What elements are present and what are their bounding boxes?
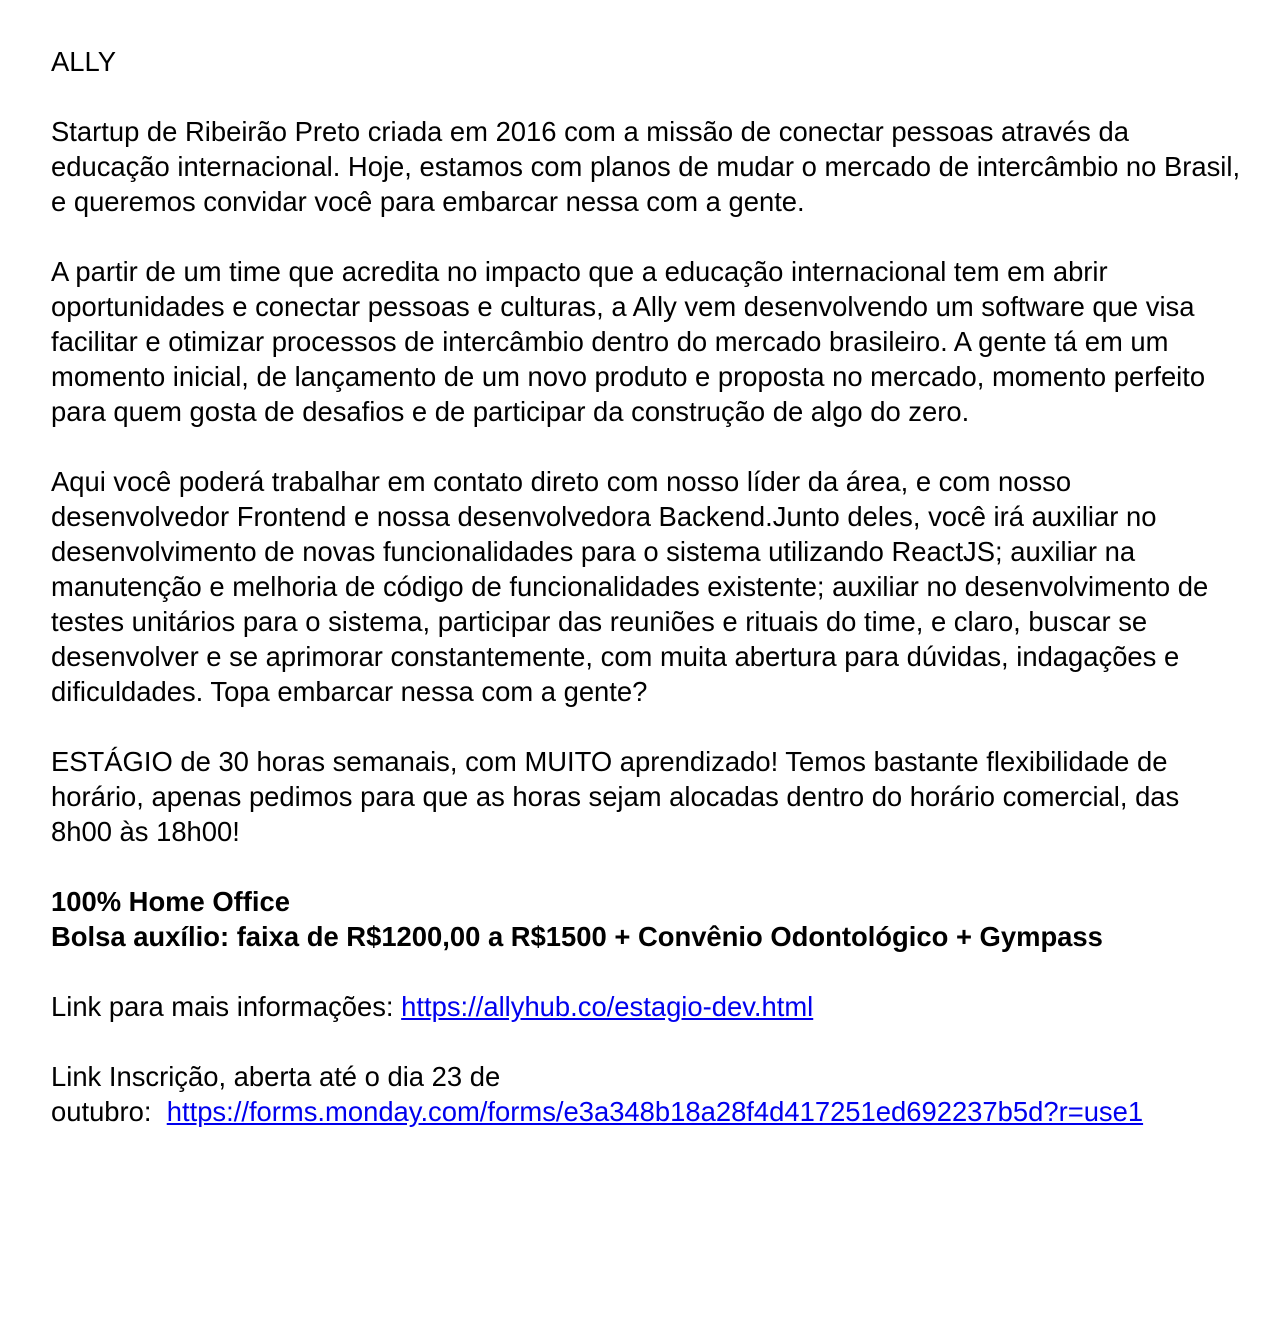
schedule-paragraph: ESTÁGIO de 30 horas semanais, com MUITO aprendizado! Temos bastante flexibilidade de horário, apenas pedimos para que as horas sejam alocadas dentro do horário comercial, das 8h00 às 18h00!: [51, 746, 1180, 847]
signup-label-line1: Link Inscrição, aberta até o dia 23 de: [51, 1061, 501, 1092]
company-title: ALLY: [51, 46, 116, 77]
stipend-highlight: Bolsa auxílio: faixa de R$1200,00 a R$1500 + Convênio Odontológico + Gympass: [51, 921, 1103, 952]
about-paragraph: A partir de um time que acredita no impacto que a educação internacional tem em abrir oportunidades e conectar pessoas e culturas, a Ally vem desenvolvendo um software que visa facilitar e otimizar processos de intercâmbio dentro do mercado brasileiro. A gente tá em um momento inicial, de lançamento de um novo produto e proposta no mercado, momento perfeito para quem gosta de desafios e de participar da construção de algo do zero.: [51, 256, 1206, 427]
highlights-block: [51, 884, 1241, 954]
role-paragraph: Aqui você poderá trabalhar em contato direto com nosso líder da área, e com nosso desenvolvedor Frontend e nossa desenvolvedora Backend.Junto deles, você irá auxiliar no desenvolvimento de novas funcionalidades para o sistema utilizando ReactJS; auxiliar na manutenção e melhoria de código de funcionalidades existente; auxiliar no desenvolvimento de testes unitários para o sistema, participar das reuniões e rituais do time, e claro, buscar se desenvolver e se aprimorar constantemente, com muita abertura para dúvidas, indagações e dificuldades. Topa embarcar nessa com a gente?: [51, 466, 1209, 707]
document-page: [51, 44, 1241, 1164]
info-label: Link para mais informações:: [51, 991, 402, 1022]
info-link[interactable]: https://allyhub.co/estagio-dev.html: [401, 991, 814, 1022]
remote-highlight: 100% Home Office: [51, 886, 290, 917]
signup-block: [51, 1059, 1241, 1129]
intro-paragraph: Startup de Ribeirão Preto criada em 2016 com a missão de conectar pessoas através da educação internacional. Hoje, estamos com planos de mudar o mercado de intercâmbio no Brasil, e queremos convidar você para embarcar nessa com a gente.: [51, 116, 1241, 217]
signup-link[interactable]: https://forms.monday.com/forms/e3a348b18a28f4d417251ed692237b5d?r=use1: [166, 1096, 1144, 1127]
signup-label-line2: outubro:: [51, 1096, 167, 1127]
info-line: [51, 989, 1241, 1024]
